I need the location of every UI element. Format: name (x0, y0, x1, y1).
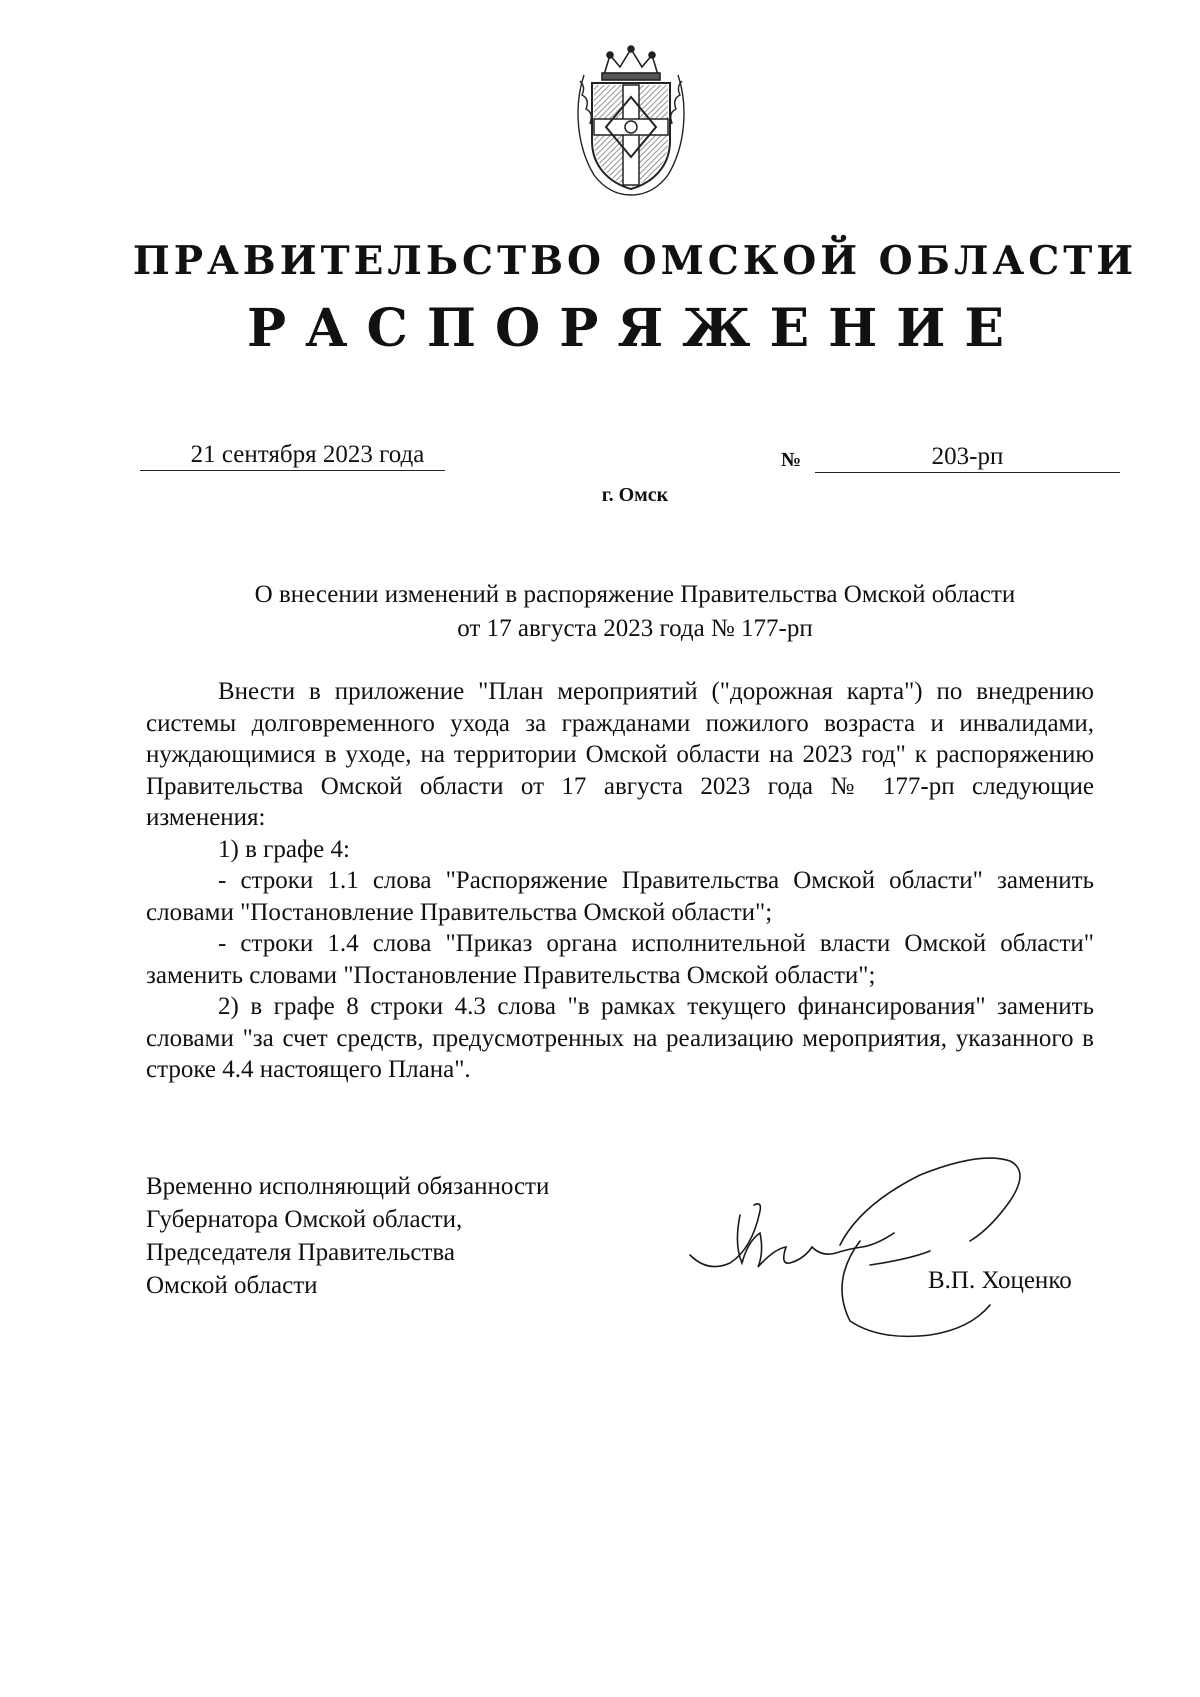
body-item-1b: - строки 1.4 слова "Приказ органа исполнительной власти Омской области" заменить словами "Постановление Правительства Омской области"; (146, 930, 1094, 989)
coat-of-arms-icon (570, 45, 692, 197)
document-date: 21 сентября 2023 года (140, 440, 445, 471)
signatory-title-line: Временно исполняющий обязанности (146, 1173, 550, 1200)
signatory-title-line: Председателя Правительства (146, 1239, 455, 1266)
body-item-1: 1) в графе 4: (218, 835, 350, 863)
number-label: № (781, 449, 802, 471)
document-number: 203-рп (815, 442, 1120, 473)
body-intro-paragraph: Внести в приложение "План мероприятий ("дорожная карта") по внедрению системы долговременного ухода за гражданами пожилого возраста и инвалидами, нуждающимися в уходе, на территории Омской области на 2023 год" к распоряжению Правительства Омской области от 17 августа 2023 года № 177-рп следующие изменения: (146, 678, 1094, 831)
signature-image (670, 1145, 1050, 1345)
body-item-1a: - строки 1.1 слова "Распоряжение Правительства Омской области" заменить словами "Постановление Правительства Омской области"; (146, 867, 1094, 926)
document-subject: О внесении изменений в распоряжение Правительства Омской области от 17 августа 2023 года № 177-рп (254, 581, 1016, 642)
document-type-title: РАСПОРЯЖЕНИЕ (247, 298, 1023, 359)
document-city: г. Омск (601, 484, 669, 506)
signatory-title-line: Омской области (146, 1272, 318, 1299)
organization-title: ПРАВИТЕЛЬСТВО ОМСКОЙ ОБЛАСТИ (132, 238, 1138, 284)
signatory-title-line: Губернатора Омской области, (146, 1206, 463, 1233)
signatory-name: В.П. Хоценко (928, 1267, 1072, 1294)
body-item-2: 2) в графе 8 строки 4.3 слова "в рамках текущего финансирования" заменить словами "за счет средств, предусмотренных на реализацию мероприятия, указанного в строке 4.4 настоящего Плана". (146, 993, 1094, 1083)
document-body (146, 676, 1094, 1086)
signatory-title (146, 1170, 549, 1302)
